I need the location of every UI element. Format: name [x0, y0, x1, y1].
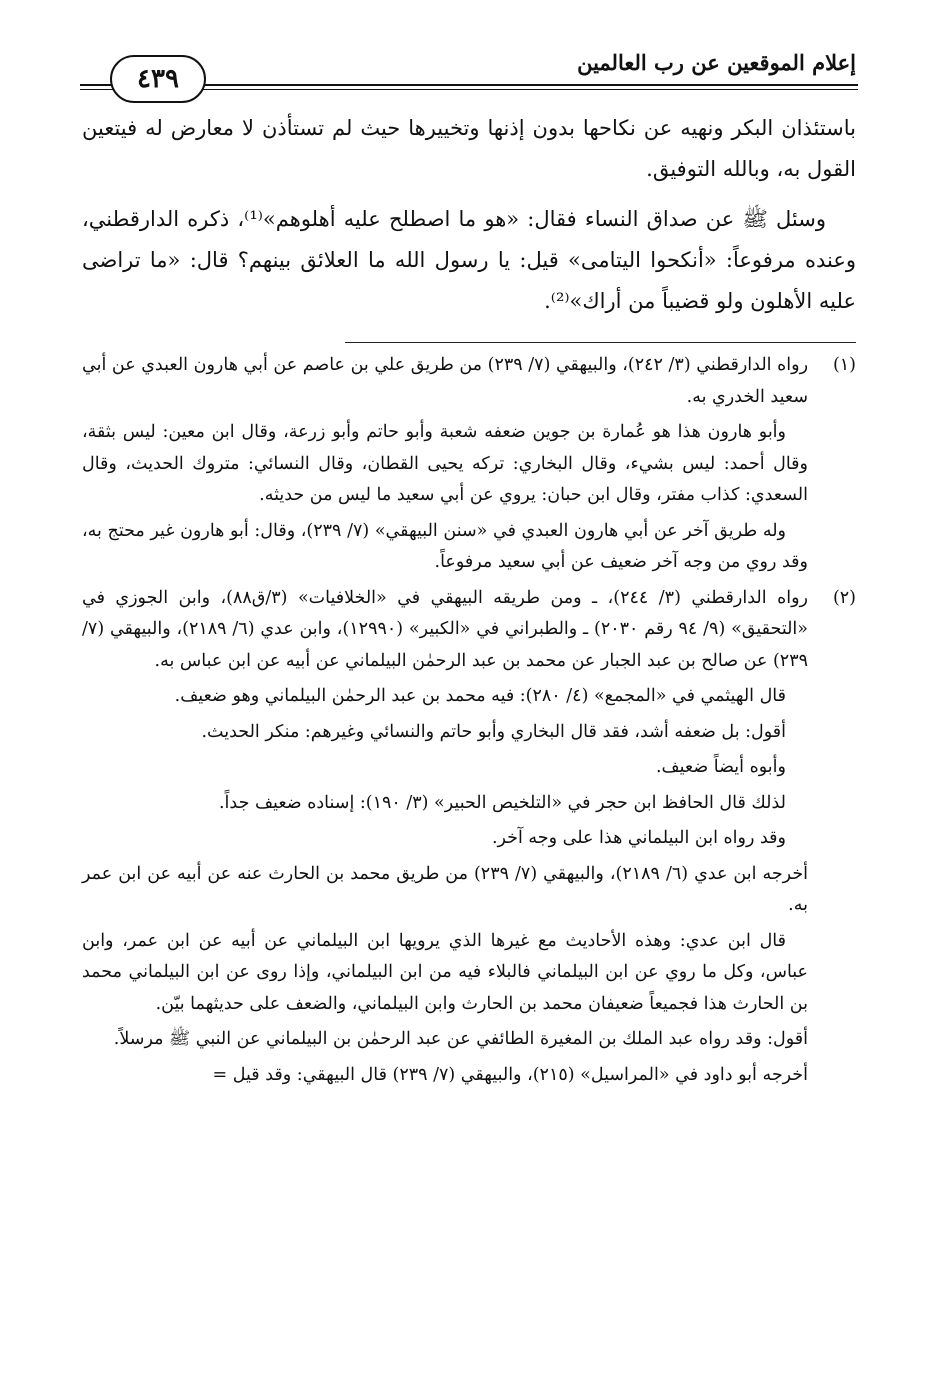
footnote-paragraph: قال الهيثمي في «المجمع» (٤/ ٢٨٠): فيه محمد بن عبد الرحمٰن البيلماني وهو ضعيف. — [174, 686, 786, 706]
footnote-paragraph: وأبو هارون هذا هو عُمارة بن جوين ضعفه شعبة وأبو حاتم وأبو زرعة، وقال ابن معين: ليس بثقة، وقال أحمد: ليس بشيء، وقال البخاري: تركه يحيى القطان، وقال النسائي: متروك الحديث، وقال السعدي: كذاب مفتر، وقال ابن حبان: يروي عن أبي سعيد ما ليس من حديثه. — [82, 422, 808, 505]
body-paragraph: باستئذان البكر ونهيه عن نكاحها بدون إذنها وتخييرها حيث لم تستأذن لا معارض له فيتعين القول به، وبالله التوفيق. — [82, 116, 856, 181]
footnote-2 — [82, 583, 856, 1092]
page-number: ٤٣٩ — [110, 55, 206, 103]
footnote-1 — [82, 350, 856, 579]
footnote-paragraph: وقد رواه ابن البيلماني هذا على وجه آخر. — [491, 828, 786, 848]
footnote-paragraph: أقول: وقد رواه عبد الملك بن المغيرة الطائفي عن عبد الرحمٰن بن البيلماني عن النبي ﷺ مرسلاً. — [113, 1029, 808, 1049]
footnote-number: (١) — [832, 355, 856, 375]
footnote-paragraph: وأبوه أيضاً ضعيف. — [655, 757, 786, 777]
footnote-paragraph: أخرجه ابن عدي (٦/ ٢١٨٩)، والبيهقي (٧/ ٢٣٩) من طريق محمد بن الحارث عنه عن أبيه عن ابن عمر به. — [82, 863, 808, 915]
footnote-paragraph: لذلك قال الحافظ ابن حجر في «التلخيص الحبير» (٣/ ١٩٠): إسناده ضعيف جداً. — [218, 792, 786, 813]
footnote-paragraph: أقول: بل ضعفه أشد، فقد قال البخاري وأبو حاتم والنسائي وغيرهم: منكر الحديث. — [201, 721, 786, 742]
footnote-number: (٢) — [832, 587, 856, 608]
running-title: إعلام الموقعين عن رب العالمين — [577, 50, 856, 75]
footnote-paragraph: أخرجه أبو داود في «المراسيل» (٢١٥)، والبيهقي (٧/ ٢٣٩) قال البيهقي: وقد قيل = — [212, 1064, 808, 1085]
footnotes — [82, 350, 856, 1095]
footnote-paragraph: رواه الدارقطني (٣/ ٢٤٢)، والبيهقي (٧/ ٢٣٩) من طريق علي بن عاصم عن أبي هارون العبدي عن أبي سعيد الخدري به. — [82, 355, 809, 407]
main-text — [82, 108, 856, 322]
footnote-paragraph: وله طريق آخر عن أبي هارون العبدي في «سنن البيهقي» (٧/ ٢٣٩)، وقال: أبو هارون غير محتج به، وقد روي من وجه آخر ضعيف عن أبي سعيد مرفوعاً. — [82, 520, 808, 572]
footnote-separator — [345, 342, 856, 343]
footnote-paragraph: قال ابن عدي: وهذه الأحاديث مع غيرها الذي يرويها ابن البيلماني عن أبيه عن ابن عمر، وابن عباس، وكل ما روي عن ابن البيلماني فالبلاء فيه من ابن البيلماني، وإذا روى عن ابن البيلماني محمد بن الحارث هذا فجميعاً ضعيفان محمد بن الحارث وابن البيلماني، والضعف على حديثهما بيّن. — [82, 930, 808, 1014]
body-paragraph: وسئل ﷺ عن صداق النساء فقال: «هو ما اصطلح عليه أهلوهم»⁽¹⁾، ذكره الدارقطني، وعنده مرفوعاً: «أنكحوا اليتامى» قيل: يا رسول الله ما العلائق بينهم؟ قال: «ما تراضى عليه الأهلون ولو قضيباً من أراك»⁽²⁾. — [82, 207, 856, 313]
footnote-paragraph: رواه الدارقطني (٣/ ٢٤٤)، ـ ومن طريقه البيهقي في «الخلافيات» (٣/ق٨٨)، وابن الجوزي في «التحقيق» (٩/ ٩٤ رقم ٢٠٣٠) ـ والطبراني في «الكبير» (١٢٩٩٠)، وابن عدي (٦/ ٢١٨٩)، والبيهقي (٧/ ٢٣٩) عن صالح بن عبد الجبار عن محمد بن عبد الرحمٰن البيلماني عن أبيه عن ابن عباس به. — [82, 587, 809, 671]
